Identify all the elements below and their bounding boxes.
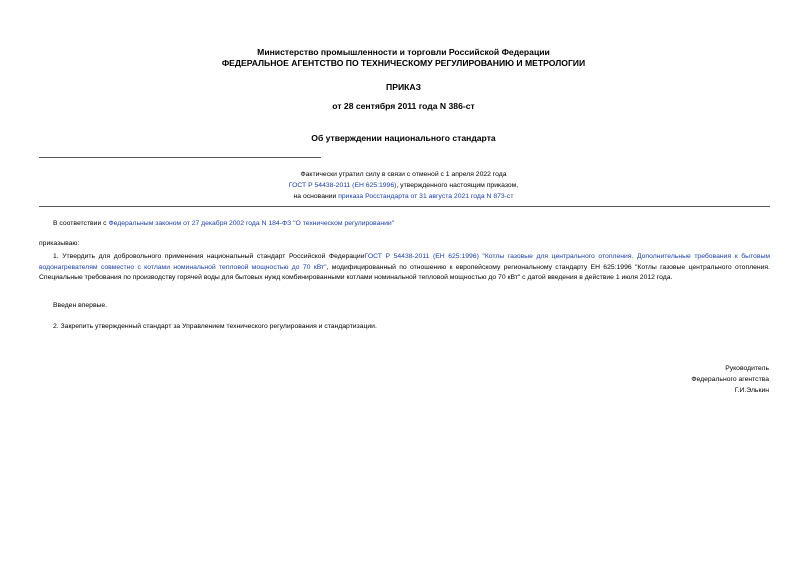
item1-paragraph [39, 252, 770, 284]
standard-link[interactable]: ГОСТ Р 54438-2011 (ЕН 625:1996) "Котлы газовые для центрального отопления. Дополнительные требования к бытовым водонагревателям совместно с котлами номинальной тепловой мощностью до 70 кВт" [39, 253, 770, 271]
preamble-paragraph [39, 219, 770, 230]
divider-full [39, 206, 770, 207]
item1-rest: , модифицированный по отношению к европейскому региональному стандарту ЕН 625:1996 "Котлы газовые центрального отопления. Специальные требования по производству горячей воды для бытовых нужд комбинированными котлами номинальной тепловой мощностью до 70 кВт" с датой введения в действие 1 июля 2012 года. [39, 263, 770, 281]
status-note-line2 [0, 181, 807, 190]
doc-type-heading: ПРИКАЗ [386, 82, 421, 92]
divider-short [39, 157, 321, 158]
signature-name: Г.И.Элькин [734, 387, 769, 394]
orders-label: приказываю: [39, 240, 80, 247]
agency-heading: ФЕДЕРАЛЬНОЕ АГЕНТСТВО ПО ТЕХНИЧЕСКОМУ РЕГУЛИРОВАНИЮ И МЕТРОЛОГИИ [221, 58, 586, 68]
status-note-line1: Фактически утратил силу в связи с отменой с 1 апреля 2022 года [300, 171, 507, 178]
status-note-line3-text: на основании [293, 193, 339, 200]
introduced-note: Введен впервые. [53, 302, 108, 309]
signature-org: Федерального агентства [691, 376, 769, 383]
signature-title: Руководитель [725, 365, 769, 372]
date-number-heading: от 28 сентября 2011 года N 386-ст [332, 101, 475, 111]
federal-law-link[interactable]: Федеральным законом от 27 декабря 2002 года N 184-ФЗ "О техническом регулировании" [108, 220, 395, 227]
preamble-text: В соответствии с [53, 220, 109, 227]
subject-heading: Об утверждении национального стандарта [311, 133, 496, 143]
gost-link[interactable]: ГОСТ Р 54438-2011 (ЕН 625:1996) [288, 182, 397, 189]
item2-paragraph: 2. Закрепить утвержденный стандарт за Управлением технического регулирования и стандартизации. [53, 323, 377, 330]
status-note-line2-text: , утвержденного настоящим приказом, [396, 182, 519, 189]
status-note-line3 [0, 192, 807, 201]
item1-text: 1. Утвердить для добровольного применения национальный стандарт Российской Федерации [53, 253, 365, 260]
rosstandart-order-link[interactable]: приказа Росстандарта от 31 августа 2021 года N 873-ст [338, 193, 514, 200]
ministry-heading: Министерство промышленности и торговли Российской Федерации [257, 47, 550, 57]
